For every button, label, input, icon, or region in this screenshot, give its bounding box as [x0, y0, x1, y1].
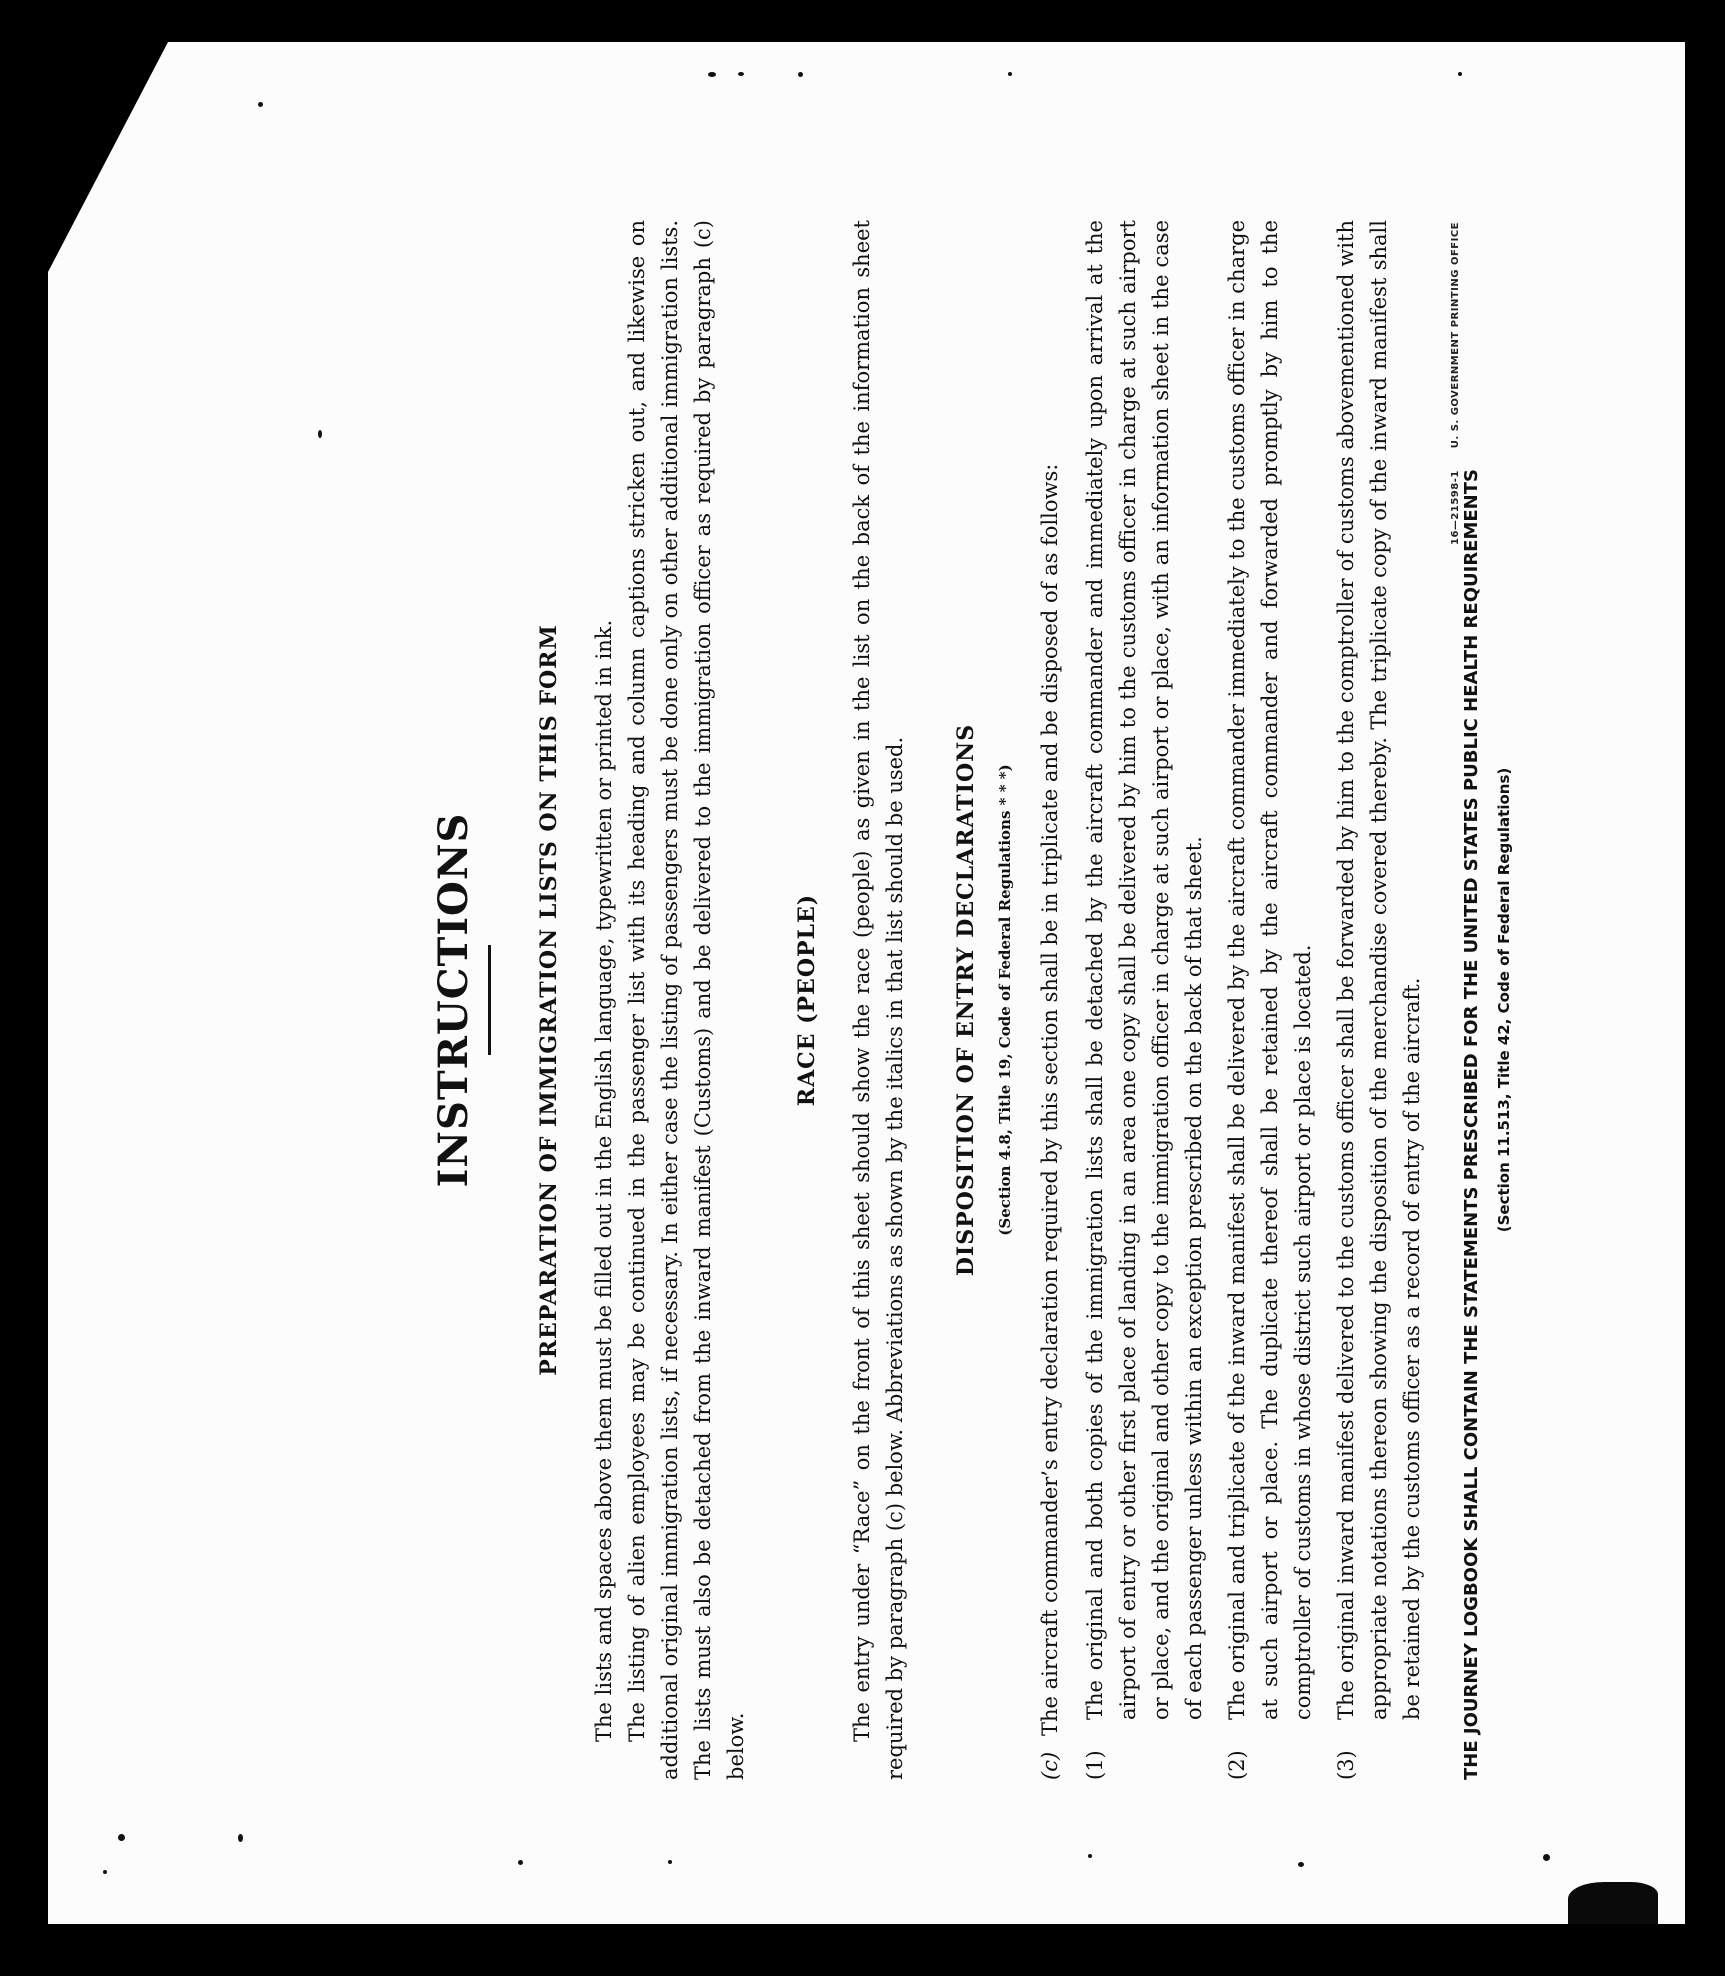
instructions-content: [430, 220, 1513, 1780]
scan-speck: [668, 1860, 672, 1864]
list-item: [1330, 220, 1429, 1780]
scan-speck: [1088, 1854, 1092, 1858]
item-number: (1): [1083, 1750, 1107, 1780]
printer-code: 16—21598-1: [1450, 470, 1461, 545]
footer-statement: THE JOURNEY LOGBOOK SHALL CONTAIN THE STATEMENTS PRESCRIBED FOR THE UNITED STATES PUBLIC HEALTH REQUIREMENTS: [1461, 469, 1482, 1780]
scan-speck: [258, 102, 263, 107]
scan-speck: [798, 72, 803, 77]
scan-speck: [318, 430, 322, 438]
scan-speck: [118, 1834, 125, 1841]
lead-text: The aircraft commander’s entry declaration required by this section shall be in triplicate and be disposed of as follows:: [1038, 463, 1062, 1736]
scan-smudge: [1568, 1882, 1658, 1924]
item-text: The original and both copies of the immigration lists shall be detached by the aircraft commander and immediately upon arrival at the airport of entry or other first place of landing in an area one copy shall be delivered by him to the customs officer in charge at such airport or place, and the original and other copy to the immigration officer in charge at such airport or place, with an information sheet in the case of each passenger unless within an exception prescribed on the back of that sheet.: [1083, 220, 1206, 1720]
section-heading-disposition: DISPOSITION OF ENTRY DECLARATIONS: [953, 723, 979, 1277]
scan-speck: [1543, 1854, 1550, 1861]
list-item: [1221, 220, 1320, 1780]
item-number: (3): [1334, 1750, 1358, 1780]
scan-speck: [238, 1834, 243, 1842]
scan-speck: [1458, 72, 1462, 76]
scan-speck: [103, 1870, 107, 1874]
scan-speck: [708, 72, 716, 77]
item-text: The original and triplicate of the inward manifest shall be delivered by the aircraft commander immediately to the customs officer in charge at such airport or place. The duplicate thereof shall be retained by the aircraft commander and forwarded promptly by him to the comptroller of customs in whose district such airport or place is located.: [1225, 220, 1315, 1720]
lead-paragraph: [1034, 220, 1067, 1780]
lead-marker: (c): [1038, 1751, 1062, 1780]
printer-name: U. S. GOVERNMENT PRINTING OFFICE: [1450, 221, 1461, 449]
list-item: [1079, 220, 1211, 1780]
spacer: [912, 220, 950, 1780]
scan-speck: [518, 1860, 523, 1865]
section-heading-preparation: PREPARATION OF IMMIGRATION LISTS ON THIS FORM: [536, 624, 562, 1376]
scan-speck: [738, 72, 744, 76]
footer-citation: (Section 11.513, Title 42, Code of Federal Regulations): [1495, 767, 1513, 1233]
item-text: The original inward manifest delivered to the customs officer shall be forwarded by him to the comptroller of customs abovementioned with appropriate notations thereon showing the disposition of the merchandise covered thereby. The triplicate copy of the inward manifest shall be retained by the customs officer as a record of entry of the aircraft.: [1334, 220, 1424, 1720]
paragraph: The lists and spaces above them must be filled out in the English language, typewritten or printed in ink.: [592, 619, 616, 1742]
item-number: (2): [1225, 1750, 1249, 1780]
paragraph: The listing of alien employees may be continued in the passenger list with its heading and column captions stricken out, and likewise on additional original immigration lists, if necessary. In either case the listing of passengers must be done only on other additional immigration lists. The lists must also be detached from the inward manifest (Customs) and be delivered to the immigration officer as required by paragraph (c) below.: [625, 220, 748, 1780]
printer-imprint: [1450, 204, 1461, 545]
spacer: [753, 220, 791, 1780]
scan-speck: [1008, 72, 1012, 76]
page-title: INSTRUCTIONS: [430, 812, 477, 1188]
scan-speck: [1298, 1862, 1304, 1867]
paragraph: The entry under “Race” on the front of this sheet should show the race (people) as given in the list on the back of the information sheet required by paragraph (c) below. Abbreviations as shown by the italics in that list should be used.: [850, 220, 907, 1780]
section-citation: (Section 4.8, Title 19, Code of Federal Regulations * * *): [996, 764, 1014, 1236]
title-rule: [488, 945, 491, 1055]
section-heading-race: RACE (PEOPLE): [794, 893, 820, 1107]
